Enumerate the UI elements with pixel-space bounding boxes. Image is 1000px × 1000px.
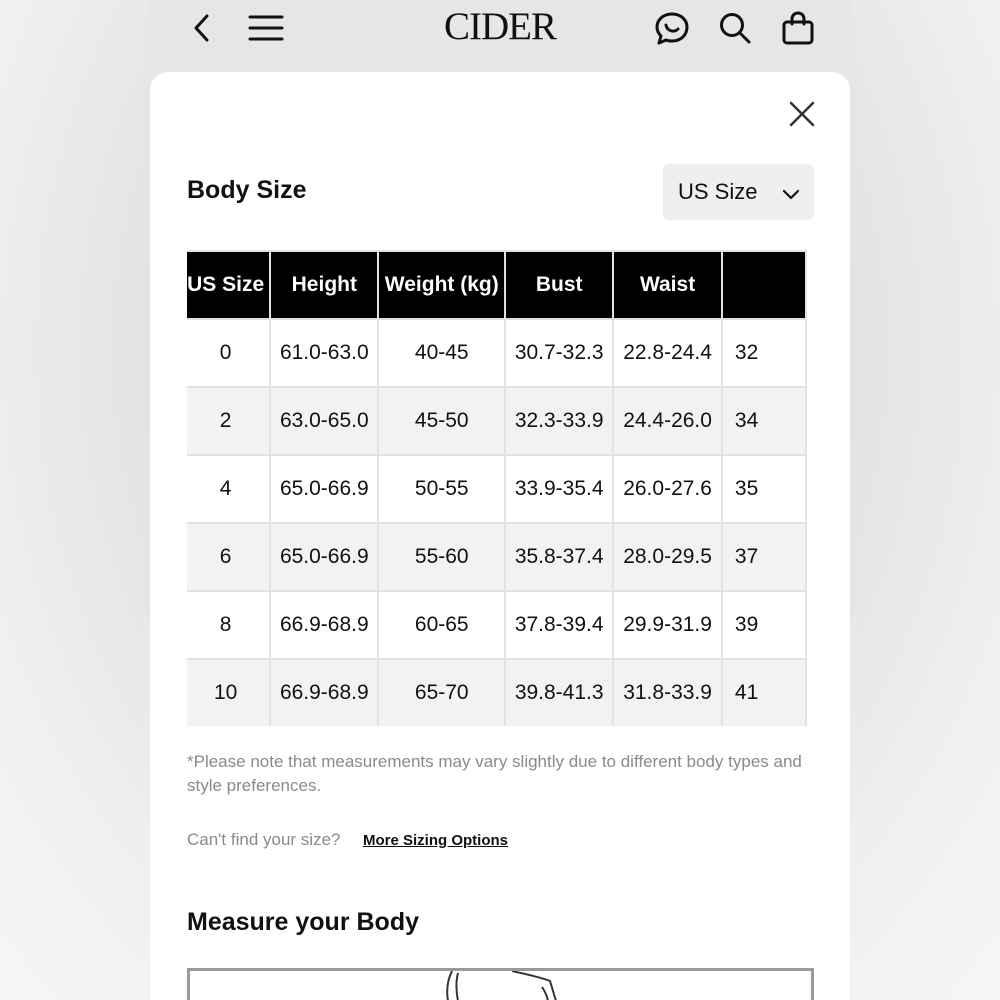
size-table xyxy=(187,250,807,726)
table-cell: 37.8-39.4 xyxy=(505,591,613,659)
search-icon[interactable] xyxy=(715,8,755,48)
table-cell: 31.8-33.9 xyxy=(613,659,722,726)
chat-icon[interactable] xyxy=(652,8,692,48)
size-table-scroll[interactable] xyxy=(187,250,814,726)
table-cell: 39.8-41.3 xyxy=(505,659,613,726)
table-cell: 26.0-27.6 xyxy=(613,455,722,523)
table-row xyxy=(187,455,806,523)
table-cell: 61.0-63.0 xyxy=(270,319,378,387)
table-cell: 0 xyxy=(187,319,270,387)
table-cell: 30.7-32.3 xyxy=(505,319,613,387)
table-cell: 4 xyxy=(187,455,270,523)
column-header-hips xyxy=(722,251,806,319)
table-cell: 63.0-65.0 xyxy=(270,387,378,455)
table-cell: 60-65 xyxy=(378,591,505,659)
table-cell: 66.9-68.9 xyxy=(270,659,378,726)
top-navigation-bar xyxy=(150,0,850,70)
sheet-title: Body Size xyxy=(187,176,307,204)
measure-body-title: Measure your Body xyxy=(187,908,420,936)
table-cell: 10 xyxy=(187,659,270,726)
table-cell: 8 xyxy=(187,591,270,659)
table-cell: 24.4-26.0 xyxy=(613,387,722,455)
table-row xyxy=(187,319,806,387)
table-cell: 37 xyxy=(722,523,806,591)
table-cell: 2 xyxy=(187,387,270,455)
table-cell: 66.9-68.9 xyxy=(270,591,378,659)
back-icon[interactable] xyxy=(182,8,222,48)
table-cell: 65-70 xyxy=(378,659,505,726)
table-cell: 55-60 xyxy=(378,523,505,591)
table-cell: 39 xyxy=(722,591,806,659)
table-cell: 34 xyxy=(722,387,806,455)
table-cell: 33.9-35.4 xyxy=(505,455,613,523)
table-row xyxy=(187,387,806,455)
chevron-down-icon xyxy=(782,182,800,208)
table-cell: 32 xyxy=(722,319,806,387)
table-row xyxy=(187,523,806,591)
table-cell: 45-50 xyxy=(378,387,505,455)
menu-icon[interactable] xyxy=(246,8,286,48)
table-cell: 50-55 xyxy=(378,455,505,523)
table-header-row xyxy=(187,251,806,319)
table-row xyxy=(187,659,806,726)
phone-screen xyxy=(150,0,850,1000)
table-cell: 32.3-33.9 xyxy=(505,387,613,455)
column-header-weight: Weight (kg) xyxy=(378,251,505,319)
table-cell: 40-45 xyxy=(378,319,505,387)
size-guide-sheet xyxy=(150,72,850,1000)
table-cell: 41 xyxy=(722,659,806,726)
bag-icon[interactable] xyxy=(778,8,818,48)
table-row xyxy=(187,591,806,659)
body-figure-illustration xyxy=(190,971,811,1000)
size-system-value: US Size xyxy=(678,179,758,204)
size-system-dropdown[interactable] xyxy=(663,164,814,220)
column-header-bust: Bust xyxy=(505,251,613,319)
brand-logo[interactable]: CIDER xyxy=(444,5,556,48)
measure-body-illustration xyxy=(187,968,814,1000)
table-cell: 35.8-37.4 xyxy=(505,523,613,591)
table-cell: 22.8-24.4 xyxy=(613,319,722,387)
column-header-us-size: US Size xyxy=(187,251,270,319)
column-header-waist: Waist xyxy=(613,251,722,319)
table-cell: 29.9-31.9 xyxy=(613,591,722,659)
measurement-note: *Please note that measurements may vary slightly due to different body types and style preferences. xyxy=(187,752,802,795)
more-sizing-options-link[interactable]: More Sizing Options xyxy=(363,832,508,849)
table-cell: 65.0-66.9 xyxy=(270,455,378,523)
table-cell: 28.0-29.5 xyxy=(613,523,722,591)
table-cell: 6 xyxy=(187,523,270,591)
column-header-height: Height xyxy=(270,251,378,319)
cant-find-size-text: Can't find your size? xyxy=(187,830,341,849)
close-icon[interactable] xyxy=(782,94,822,134)
table-cell: 65.0-66.9 xyxy=(270,523,378,591)
table-cell: 35 xyxy=(722,455,806,523)
